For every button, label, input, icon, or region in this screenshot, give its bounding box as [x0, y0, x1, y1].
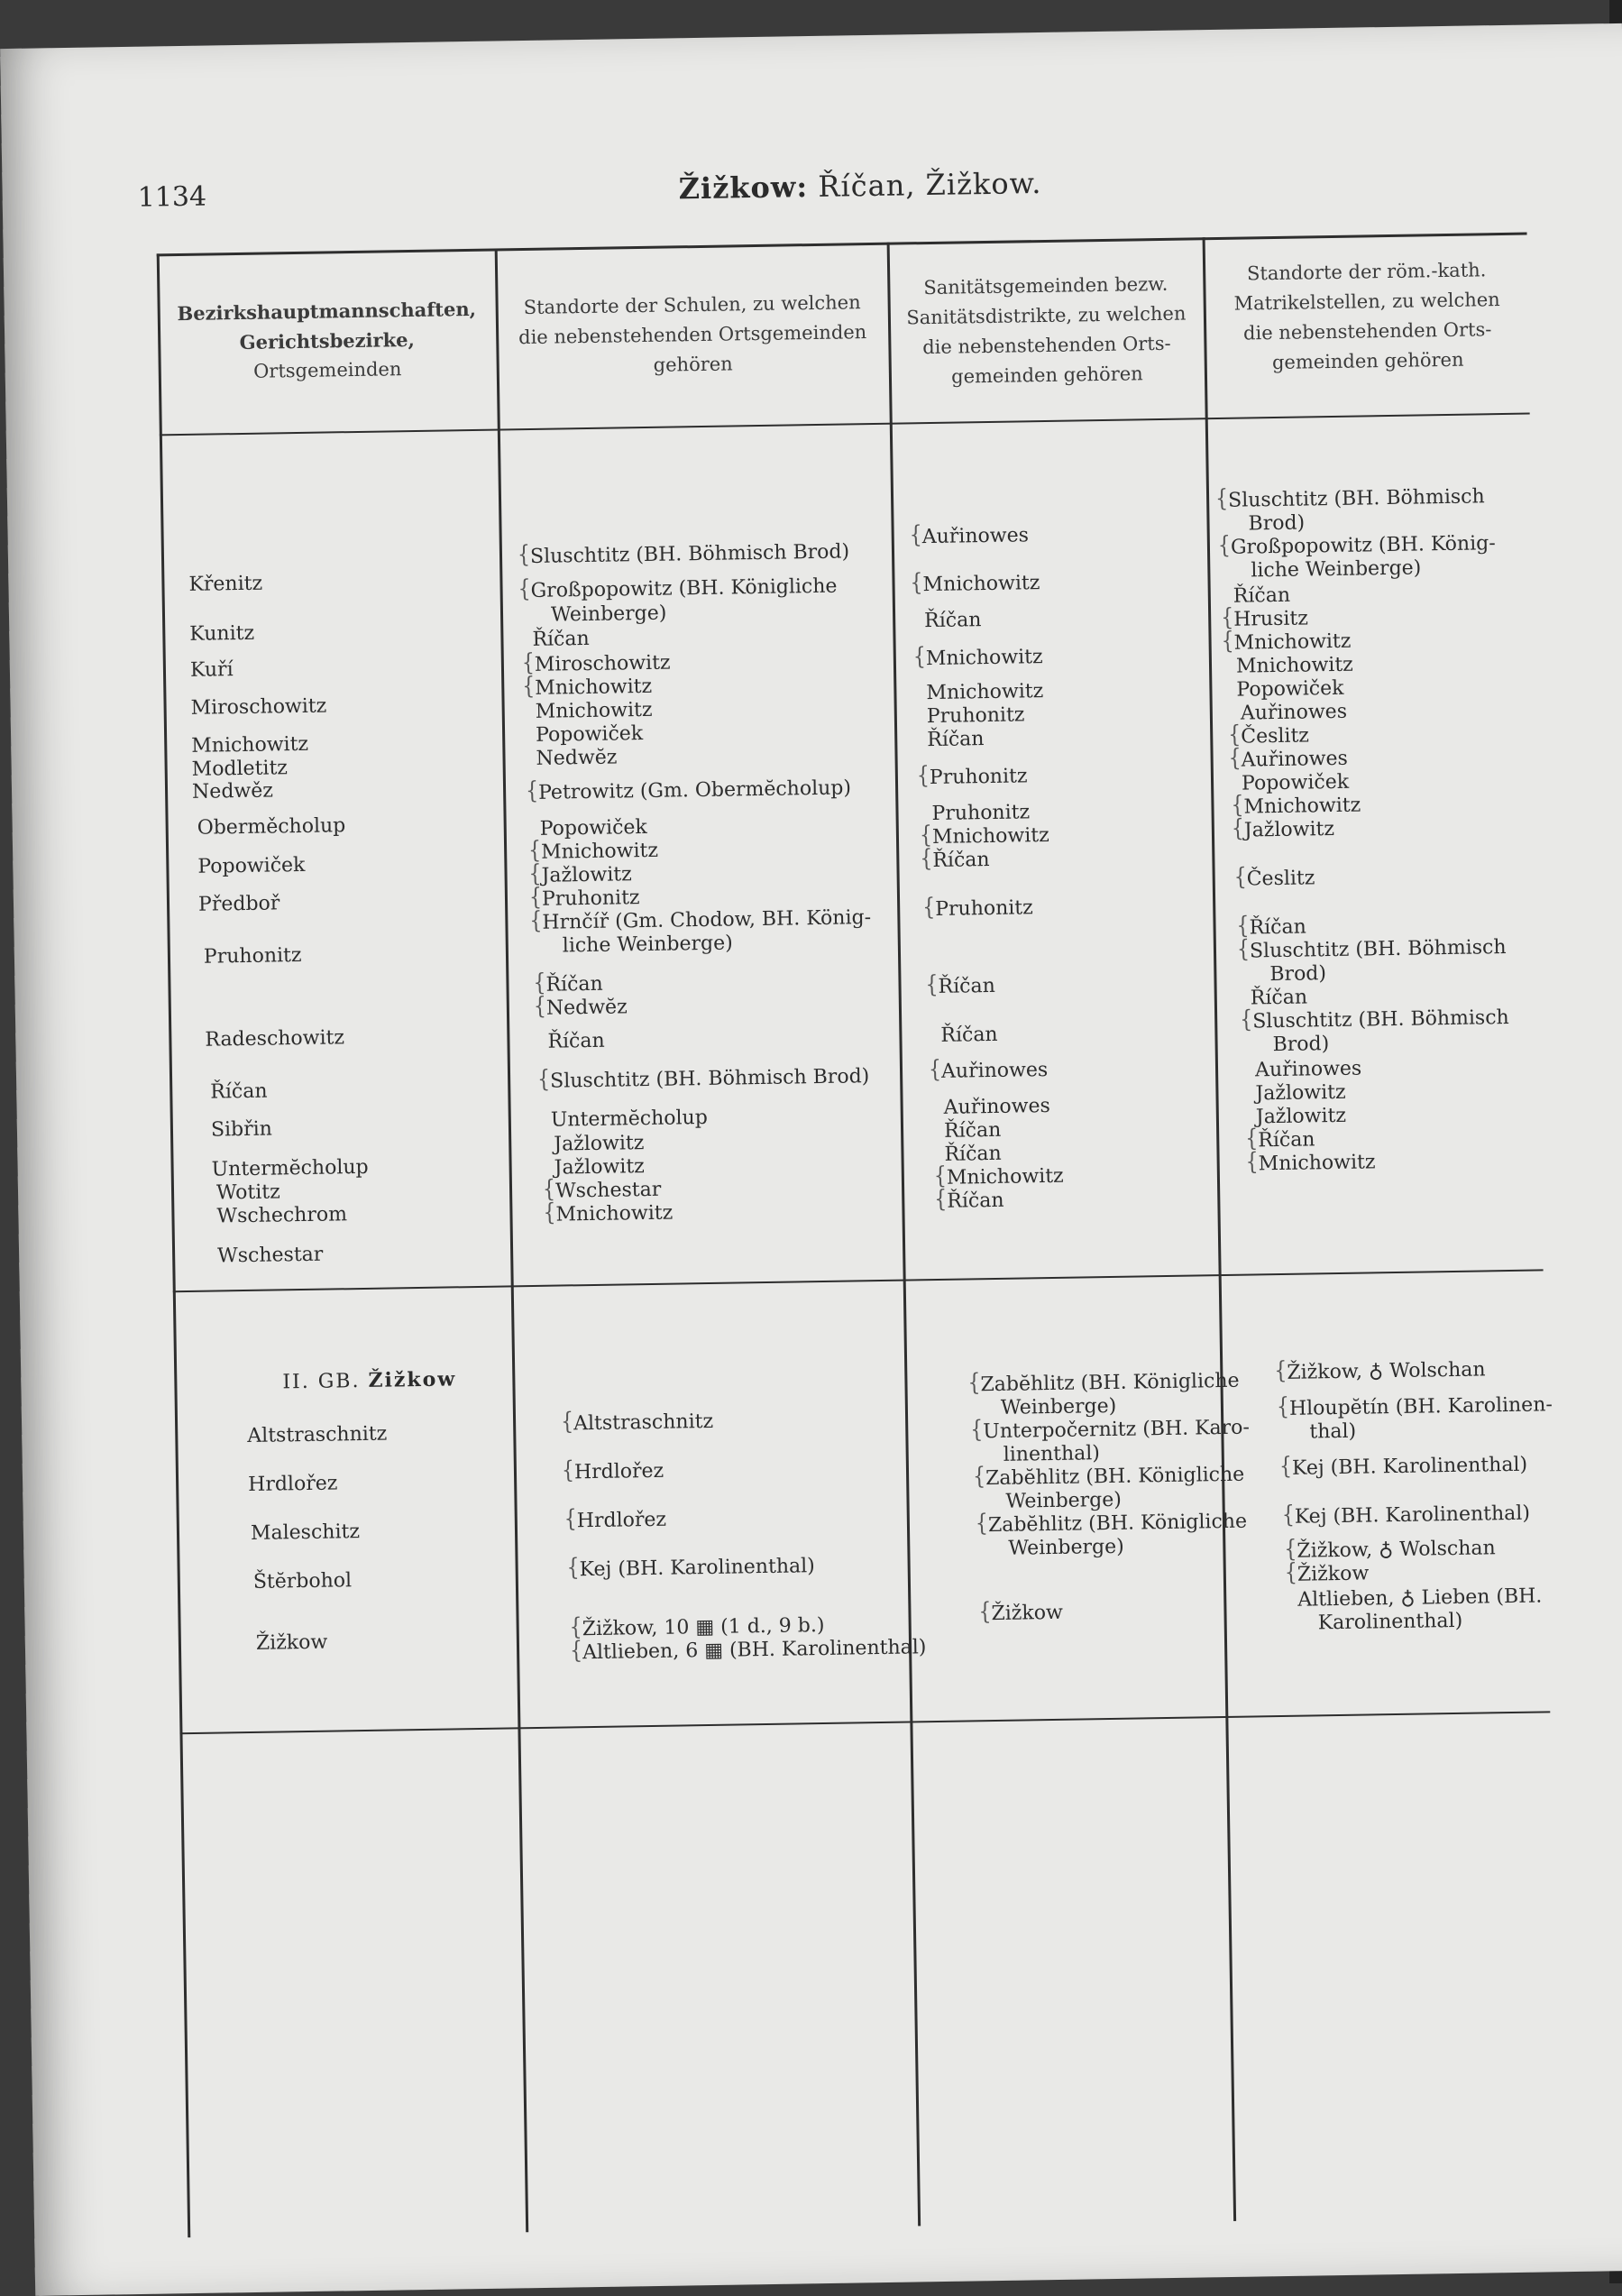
- list-item: { Unterpočernitz (BH. Karo-: [970, 1417, 1250, 1444]
- list-item: { Zabĕhlitz (BH. Königliche: [973, 1464, 1244, 1491]
- list-item: { Kej (BH. Karolinenthal): [1282, 1502, 1530, 1529]
- list-item: { Kej (BH. Karolinenthal): [1279, 1454, 1527, 1480]
- list-item: Pruhonitz: [203, 944, 302, 969]
- list-item: Wschestar: [216, 1243, 324, 1268]
- header-col3-line3: die nebenstehenden Orts-: [922, 332, 1171, 359]
- list-item: { Sluschtitz (BH. Böhmisch Brod): [518, 540, 849, 568]
- list-item: Modletitz: [191, 757, 289, 781]
- list-item: Říčan: [1250, 986, 1308, 1010]
- list-item: Mnichowitz: [191, 732, 309, 758]
- header-col4-line1: Standorte der röm.-kath.: [1246, 259, 1487, 285]
- header-col3-line2: Sanitätsdistrikte, zu welchen: [906, 302, 1187, 329]
- list-item: Radeschowitz: [205, 1026, 345, 1052]
- page-title-bold: Žižkow:: [678, 170, 809, 207]
- list-item: Weinberge): [550, 602, 667, 627]
- list-item: Auřinowes: [1240, 700, 1348, 725]
- list-item: Popowiček: [197, 853, 306, 878]
- list-item: Jažlowitz: [554, 1155, 645, 1180]
- list-item: Pruhonitz: [926, 703, 1025, 729]
- list-item: { Zabĕhlitz (BH. Königliche: [967, 1370, 1239, 1397]
- header-col1: [157, 294, 497, 389]
- list-item: { Mnichowitz: [910, 572, 1040, 596]
- list-item: Brod): [1269, 962, 1327, 987]
- list-item: Říčan: [210, 1079, 268, 1104]
- list-item: Weinberge): [1000, 1394, 1117, 1419]
- list-item: { Sluschtitz (BH. Böhmisch: [1240, 1006, 1509, 1033]
- list-item: { Říčan: [925, 975, 995, 998]
- list-item: { Mnichowitz: [1246, 1151, 1376, 1175]
- header-col3: [890, 269, 1203, 392]
- list-item: Weinberge): [1008, 1535, 1124, 1560]
- list-item: { Großpopowitz (BH. König-: [1218, 532, 1496, 559]
- list-item: Mnichowitz: [535, 698, 653, 723]
- list-item: Brod): [1248, 511, 1306, 536]
- list-item: Auřinowes: [943, 1094, 1051, 1119]
- list-item: Oberměcholup: [197, 814, 346, 840]
- header-col4: [1205, 255, 1529, 380]
- header-col1-line3: Ortsgemeinden: [252, 358, 402, 382]
- list-item: { Mnichowitz: [543, 1202, 673, 1226]
- list-item: Weinberge): [1005, 1488, 1123, 1513]
- list-item: { Říčan: [934, 1189, 1004, 1213]
- list-item: { Říčan: [533, 973, 603, 996]
- header-col2-line1: Standorte der Schulen, zu welchen: [523, 291, 861, 319]
- list-item: Popowiček: [1236, 676, 1344, 702]
- list-item: Říčan: [1233, 583, 1291, 608]
- header-col4-line3: die nebenstehenden Orts-: [1242, 318, 1492, 344]
- list-item: Říčan: [547, 1029, 605, 1053]
- list-item: Říčan: [943, 1118, 1002, 1143]
- list-item: Žižkow: [255, 1630, 328, 1655]
- header-col3-line1: Sanitätsgemeinden bezw.: [923, 272, 1168, 299]
- list-item: { Pruhonitz: [917, 765, 1028, 789]
- list-item: Pruhonitz: [931, 801, 1031, 825]
- list-item: { Žižkow, ♁ Wolschan: [1284, 1537, 1496, 1563]
- list-item: Hrdlořez: [247, 1472, 338, 1497]
- section2-title-prefix: II. GB.: [282, 1370, 361, 1394]
- section2-bottom-rule: [179, 1711, 1550, 1734]
- scanned-page: [0, 23, 1622, 2296]
- list-item: { Žižkow, 10 ▦ (1 d., 9 b.): [570, 1614, 825, 1640]
- list-item: Untermĕcholup: [550, 1106, 709, 1132]
- list-item: { Auřinowes: [910, 524, 1030, 548]
- header-col1-line1: Bezirkshauptmannschaften,: [177, 297, 477, 326]
- list-item: { Mnichowitz: [920, 824, 1049, 849]
- list-item: Altlieben, ♁ Lieben (BH.: [1297, 1584, 1543, 1612]
- list-item: { Žižkow, ♁ Wolschan: [1274, 1358, 1486, 1384]
- list-item: Mnichowitz: [926, 680, 1044, 705]
- list-item: { Mnichowitz: [528, 840, 658, 864]
- list-item: Říčan: [940, 1023, 998, 1047]
- list-item: { Auřinowes: [1228, 748, 1348, 772]
- list-item: Kuří: [189, 658, 234, 682]
- list-item: Říčan: [532, 627, 590, 651]
- page-title: [678, 166, 1041, 206]
- list-item: { Altstraschnitz: [561, 1410, 713, 1436]
- list-item: { Großpopowitz (BH. Königliche: [518, 575, 837, 603]
- list-item: { Nedwĕz: [534, 996, 628, 1020]
- header-col4-line2: Matrikelstellen, zu welchen: [1233, 289, 1500, 315]
- list-item: { Česlitz: [1234, 867, 1315, 890]
- list-item: { Wschestar: [543, 1179, 662, 1203]
- list-item: { Jažlowitz: [528, 863, 631, 887]
- page-title-rest: Říčan, Žižkow.: [807, 166, 1042, 205]
- list-item: Sibřin: [210, 1117, 273, 1142]
- list-item: { Sluschtitz (BH. Böhmisch: [1237, 936, 1507, 963]
- list-item: Jažlowitz: [1255, 1080, 1346, 1106]
- list-item: { Sluschtitz (BH. Böhmisch: [1215, 485, 1485, 512]
- list-item: { Říčan: [920, 849, 990, 872]
- list-item: { Česlitz: [1228, 724, 1309, 748]
- section2-title: [282, 1367, 456, 1393]
- list-item: { Zabĕhlitz (BH. Königliche: [976, 1511, 1247, 1538]
- list-item: Auřinowes: [1254, 1057, 1362, 1082]
- list-item: { Pruhonitz: [922, 896, 1033, 921]
- list-item: { Hrusitz: [1221, 607, 1308, 631]
- register-table: [157, 233, 1558, 2238]
- col-rule-0: [157, 253, 191, 2237]
- header-col2-line3: gehören: [653, 353, 733, 376]
- list-item: Brod): [1272, 1033, 1330, 1057]
- list-item: { Říčan: [1236, 915, 1306, 939]
- list-item: { Žižkow: [978, 1602, 1063, 1625]
- list-item: thal): [1309, 1419, 1357, 1444]
- list-item: Maleschitz: [250, 1520, 361, 1545]
- list-item: { Kej (BH. Karolinenthal): [566, 1555, 814, 1581]
- list-item: { Altlieben, 6 ▦ (BH. Karolinenthal): [570, 1636, 927, 1664]
- list-item: Štĕrbohol: [252, 1569, 353, 1593]
- list-item: Kunitz: [189, 621, 255, 646]
- header-col4-line4: gemeinden gehören: [1271, 348, 1464, 374]
- header-col1-line2: Gerichtsbezirke,: [239, 327, 416, 354]
- list-item: Nedwěz: [191, 779, 274, 804]
- list-item: { Petrowitz (Gm. Obermĕcholup): [526, 776, 851, 804]
- section2-title-bold: Žižkow: [368, 1367, 457, 1392]
- list-item: Karolinenthal): [1317, 1609, 1463, 1635]
- list-item: { Sluschtitz (BH. Böhmisch Brod): [537, 1065, 869, 1093]
- list-item: Mnichowitz: [1235, 653, 1353, 678]
- list-item: Říčan: [924, 609, 982, 633]
- list-item: { Auřinowes: [929, 1059, 1049, 1083]
- list-item: { Hrdlořez: [562, 1460, 664, 1484]
- list-item: Popowiček: [1241, 770, 1350, 795]
- list-item: { Mnichowitz: [913, 646, 1043, 670]
- list-item: { Mnichowitz: [934, 1165, 1064, 1189]
- list-item: Wschechrom: [216, 1203, 348, 1228]
- list-item: Nedwĕz: [536, 746, 618, 770]
- section-divider: [173, 1269, 1544, 1292]
- table-top-rule: [157, 233, 1527, 257]
- list-item: Říčan: [927, 728, 985, 752]
- header-col3-line4: gemeinden gehören: [950, 363, 1143, 388]
- header-col2-line2: die nebenstehenden Ortsgemeinden: [518, 321, 867, 349]
- list-item: Jažlowitz: [1255, 1104, 1347, 1129]
- list-item: Altstraschnitz: [247, 1422, 388, 1448]
- list-item: { Mnichowitz: [1221, 630, 1351, 655]
- page-number: 1134: [137, 180, 207, 214]
- list-item: Předboř: [197, 892, 280, 916]
- list-item: linenthal): [1003, 1442, 1101, 1466]
- list-item: Wotitz: [215, 1180, 280, 1205]
- list-item: Popowiček: [539, 815, 647, 840]
- list-item: Jažlowitz: [554, 1132, 645, 1156]
- header-bottom-rule: [160, 413, 1530, 436]
- list-item: { Mnichowitz: [1231, 794, 1361, 819]
- list-item: { Pruhonitz: [529, 886, 640, 911]
- header-col2: [498, 288, 887, 383]
- list-item: { Hrnčíř (Gm. Chodow, BH. König-: [529, 906, 871, 934]
- list-item: liche Weinberge): [562, 932, 733, 958]
- list-item: Říčan: [944, 1142, 1002, 1166]
- list-item: liche Weinberge): [1251, 556, 1422, 583]
- list-item: { Mnichowitz: [522, 675, 652, 700]
- list-item: Miroschowitz: [190, 694, 327, 720]
- list-item: { Hloupĕtín (BH. Karolinen-: [1277, 1393, 1553, 1420]
- list-item: { Miroschowitz: [522, 652, 671, 677]
- list-item: { Jažlowitz: [1232, 818, 1334, 842]
- list-item: Popowiček: [535, 722, 644, 747]
- list-item: Untermĕcholup: [211, 1155, 369, 1181]
- list-item: { Říčan: [1245, 1128, 1315, 1152]
- list-item: { Hrdlořez: [564, 1509, 667, 1533]
- list-item: { Žižkow: [1285, 1562, 1370, 1585]
- list-item: Křenitz: [188, 572, 263, 596]
